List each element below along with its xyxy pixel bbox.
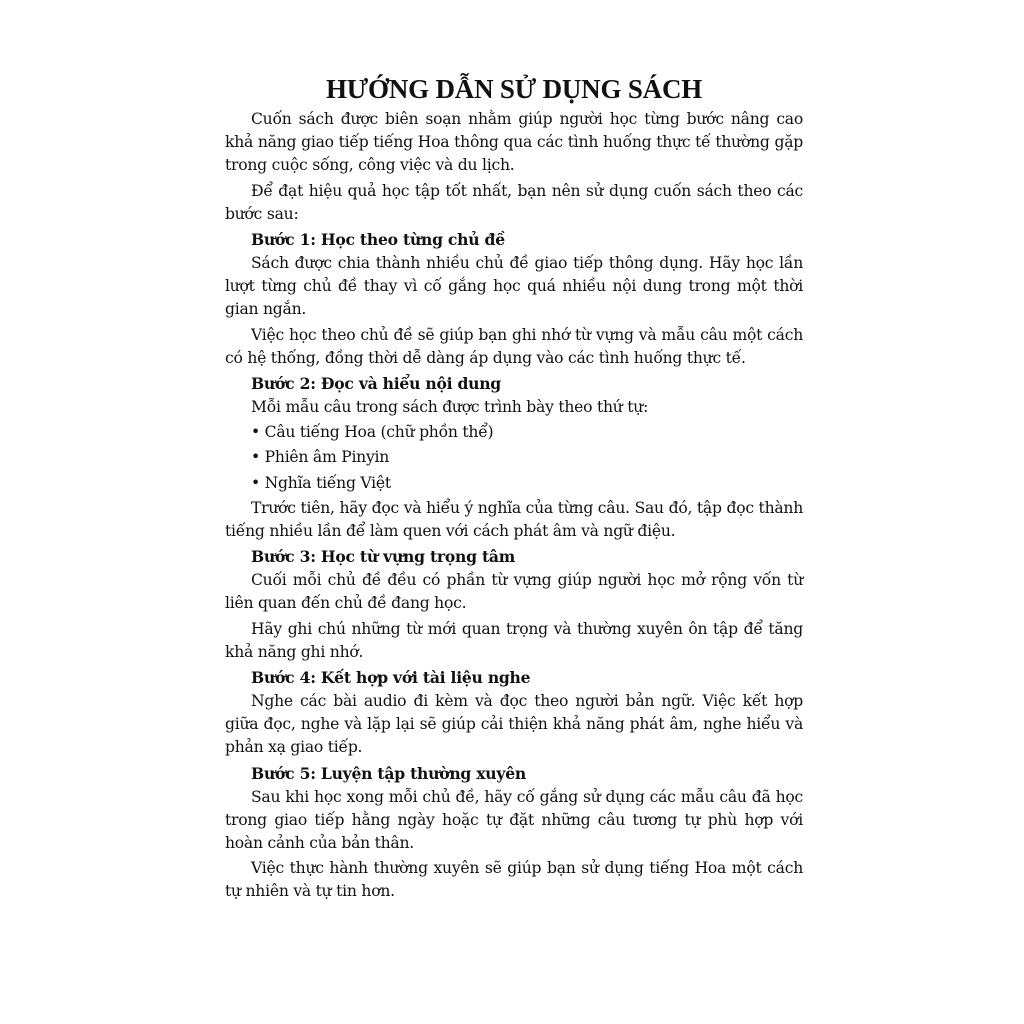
step-paragraph: Cuối mỗi chủ đề đều có phần từ vựng giúp người học mở rộng vốn từ liên quan đến chủ đề đang học.: [225, 571, 803, 613]
bullet-item: • Phiên âm Pinyin: [251, 448, 390, 467]
step-heading: Bước 1: Học theo từng chủ đề: [251, 230, 505, 250]
step-heading: Bước 3: Học từ vựng trọng tâm: [251, 547, 516, 567]
bullet-item: • Câu tiếng Hoa (chữ phồn thể): [251, 423, 494, 442]
step-paragraph: Sau khi học xong mỗi chủ đề, hãy cố gắng sử dụng các mẫu câu đã học trong giao tiếp hằng ngày hoặc tự đặt những câu tương tự phù hợp với hoàn cảnh của bản thân.: [225, 787, 803, 853]
bullet-item: • Nghĩa tiếng Việt: [251, 473, 391, 492]
step-paragraph: Việc học theo chủ đề sẽ giúp bạn ghi nhớ từ vựng và mẫu câu một cách có hệ thống, đồng thời dễ dàng áp dụng vào các tình huống thực tế.: [225, 325, 803, 367]
step-heading: Bước 2: Đọc và hiểu nội dung: [251, 374, 501, 394]
step-heading: Bước 5: Luyện tập thường xuyên: [251, 763, 526, 783]
intro-paragraph: Để đạt hiệu quả học tập tốt nhất, bạn nên sử dụng cuốn sách theo các bước sau:: [225, 181, 803, 223]
step-paragraph: Sách được chia thành nhiều chủ đề giao tiếp thông dụng. Hãy học lần lượt từng chủ đề thay vì cố gắng học quá nhiều nội dung trong một thời gian ngắn.: [225, 254, 803, 319]
step-paragraph: Hãy ghi chú những từ mới quan trọng và thường xuyên ôn tập để tăng khả năng ghi nhớ.: [225, 619, 803, 661]
step-lead: Mỗi mẫu câu trong sách được trình bày theo thứ tự:: [251, 398, 649, 417]
step-paragraph: Nghe các bài audio đi kèm và đọc theo người bản ngữ. Việc kết hợp giữa đọc, nghe và lặp lại sẽ giúp cải thiện khả năng phát âm, nghe hiểu và phản xạ giao tiếp.: [225, 692, 803, 757]
page-title: HƯỚNG DẪN SỬ DỤNG SÁCH: [325, 74, 703, 104]
step-paragraph: Trước tiên, hãy đọc và hiểu ý nghĩa của từng câu. Sau đó, tập đọc thành tiếng nhiều lần để làm quen với cách phát âm và ngữ điệu.: [225, 498, 803, 541]
intro-paragraph: Cuốn sách được biên soạn nhằm giúp người học từng bước nâng cao khả năng giao tiếp tiếng Hoa thông qua các tình huống thực tế thường gặp trong cuộc sống, công việc và du lịch.: [225, 110, 803, 175]
step-paragraph: Việc thực hành thường xuyên sẽ giúp bạn sử dụng tiếng Hoa một cách tự nhiên và tự tin hơn.: [225, 859, 803, 901]
document-page: [225, 72, 803, 906]
step-heading: Bước 4: Kết hợp với tài liệu nghe: [251, 668, 531, 688]
